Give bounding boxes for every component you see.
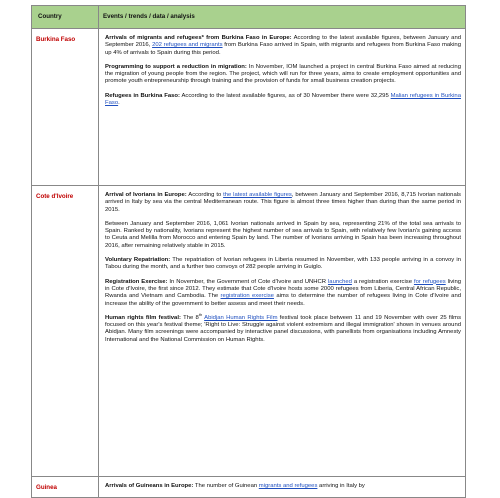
link[interactable]: registration exercise [220,293,274,300]
paragraph: Refugees in Burkina Faso: According to the latest available figures, as of 30 November there were 32,295 Malian refugees in Burkina Faso. [105,92,461,107]
paragraph: Arrivals of Guineans in Europe: The number of Guinean migrants and refugees arriving in Italy by [105,483,365,489]
link[interactable]: 202 refugees and migrants [152,42,223,49]
events-cell [99,477,466,498]
header-row [32,6,466,29]
table-row [32,186,466,477]
country-cell [32,477,99,498]
country-name: Guinea [36,484,57,491]
country-header: Country [32,6,99,29]
country-name: Burkina Faso [36,36,76,43]
events-cell [99,186,466,477]
country-cell [32,29,99,186]
link[interactable]: Malian refugees in Burkina Faso [105,92,461,107]
events-header: Events / trends / data / analysis [99,6,466,29]
paragraph: Arrivals of migrants and refugees* from Burkina Faso in Europe: According to the latest available figures, between January and September 2016, 202 refugees and migrants from Burkina Faso arrived in Spain, with migrants and refugees from Burkina Faso making up 4% of arrivals to Spain during this period. [105,35,461,56]
link[interactable]: launched [327,278,352,285]
country-name: Cote d'Ivoire [36,193,74,200]
table-row [32,477,466,498]
link[interactable]: migrants and refugees [258,483,318,489]
link[interactable]: Abidjan Human Rights Film [204,314,278,321]
paragraph: Arrival of Ivorians in Europe: According to the latest available figures, between January and September 2016, 8,715 Ivorian nationals arrived in Italy by sea via the central Mediterranean route. This figure is almost three times higher than during than the same period in 2015. [105,192,461,213]
events-cell [99,29,466,186]
paragraph: Programming to support a reduction in migration: In November, IOM launched a project in central Burkina Faso aimed at reducing the migration of young people from the region. The project, which will run for three years, aims to create employment opportunities and promote youth entrepreneurship through training and the provision of funds for small business creation projects. [105,63,461,85]
paragraph: Voluntary Repatriation: The repatriation of Ivorian refugees in Liberia resumed in November, with 133 people arriving in a convoy in Tabou during the month, and a further two convoys of 282 people arriving in Guiglo. [105,257,461,271]
paragraph: Registration Exercise: In November, the Government of Cote d'Ivoire and UNHCR launched a registration exercise for refugees living in Cote d'Ivoire, the first since 2012. They estimate that Cote d'Ivoire hosts some 2000 refugees from Liberia, Central African Republic, Rwanda and Vietnam and Cambodia. The registration exercise aims to determine the number of refugees living in Cote d'Ivoire and increase the ability of the government to better assess and meet their needs. [105,278,462,307]
country-cell [32,186,99,477]
link[interactable]: for refugees [413,278,446,285]
paragraph: Human rights film festival: The 8th Abidjan Human Rights Film festival took place between 11 and 19 November with over 25 films focused on this year's festival theme; 'Right to Live: Struggle against violent extremism and illegal immigration' shown in venues around Abidjan. Many film screenings were accompanied by interactive panel discussions, with panellists from organisations including Amnesty International and the National Commission on Human Rights. [105,311,462,343]
link[interactable]: the latest available figures [223,192,292,198]
paragraph: Between January and September 2016, 1,061 Ivorian nationals arrived in Spain by sea, representing 21% of the total sea arrivals to Spain. Ranked by nationality, Ivorians represent the highest number of sea arrivals to Spain, with relatively few Ivorian's gaining access to Ceuta and Melilla from Morocco and entering Spain by land. The number of Ivorians arriving in Spain has been increasing throughout 2016, after remaining relatively stable in 2015. [105,220,461,249]
document-table [31,5,466,498]
table-row [32,29,466,186]
